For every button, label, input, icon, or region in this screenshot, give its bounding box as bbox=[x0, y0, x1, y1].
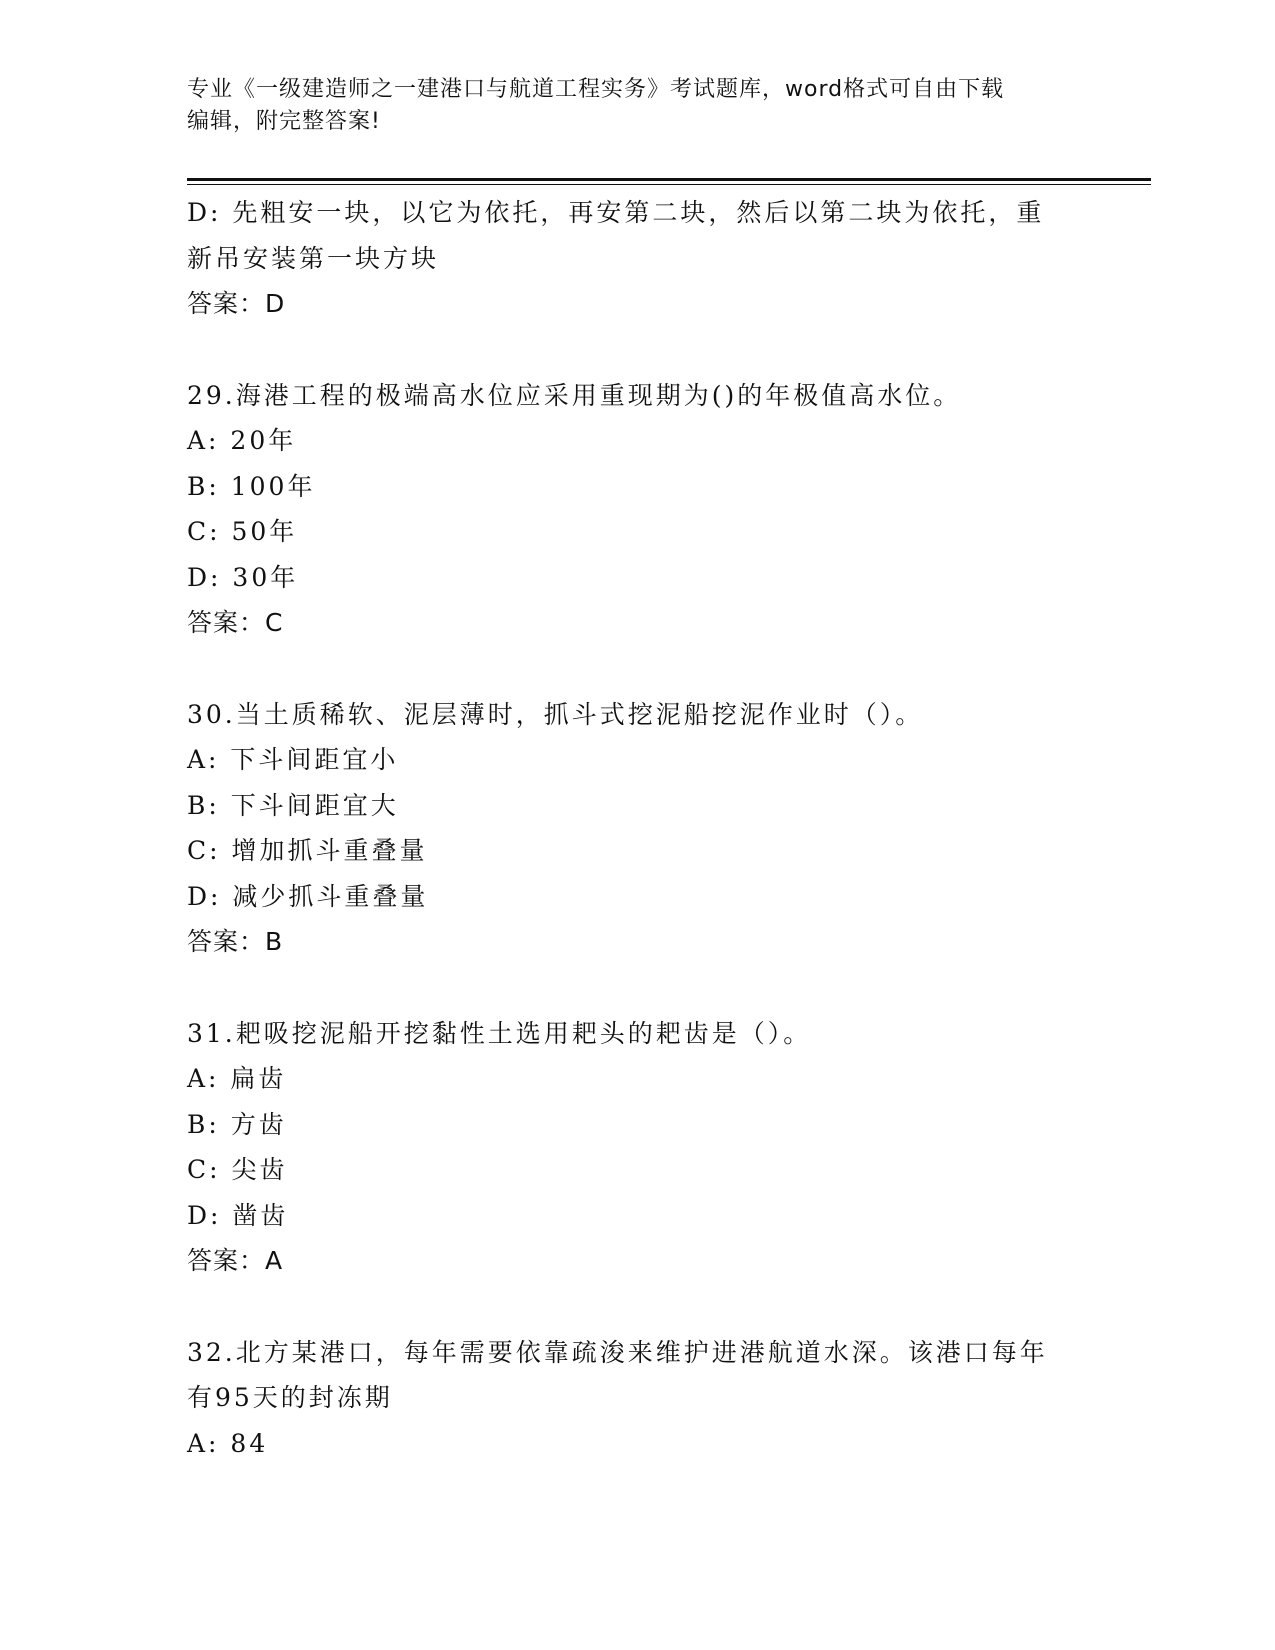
option-a: A: 下斗间距宜小 bbox=[187, 745, 399, 774]
answer-31: 答案：A bbox=[187, 1246, 284, 1275]
option-b: B: 下斗间距宜大 bbox=[187, 790, 399, 820]
question-31 bbox=[187, 1011, 1087, 1284]
option-b: B: 方齿 bbox=[187, 1109, 287, 1139]
answer-30: 答案：B bbox=[187, 927, 284, 956]
option-c: C: 增加抓斗重叠量 bbox=[187, 836, 428, 865]
question-stem-line-1: 32.北方某港口，每年需要依靠疏浚来维护进港航道水深。该港口每年 bbox=[187, 1337, 1048, 1367]
header-divider-thick bbox=[187, 178, 1151, 181]
option-c: C: 尖齿 bbox=[187, 1155, 288, 1184]
question-29 bbox=[187, 373, 1087, 646]
page-header bbox=[187, 74, 1087, 138]
question-stem-line-2: 有95天的封冻期 bbox=[187, 1383, 393, 1412]
document-body bbox=[187, 190, 1087, 1466]
header-divider-thin bbox=[187, 184, 1151, 185]
option-a: A: 扁齿 bbox=[187, 1064, 287, 1093]
option-b: B: 100年 bbox=[187, 471, 316, 501]
option-d-line-2: 新吊安装第一块方块 bbox=[187, 243, 440, 273]
header-line-1: 专业《一级建造师之一建港口与航道工程实务》考试题库，word格式可自由下载 bbox=[187, 77, 1005, 102]
option-a: A: 84 bbox=[187, 1428, 269, 1458]
option-c: C: 50年 bbox=[187, 517, 298, 546]
question-30 bbox=[187, 692, 1087, 965]
question-stem: 29.海港工程的极端高水位应采用重现期为()的年极值高水位。 bbox=[187, 380, 962, 410]
option-a: A: 20年 bbox=[187, 426, 297, 455]
option-d: D: 减少抓斗重叠量 bbox=[187, 881, 429, 911]
option-d-line-1: D: 先粗安一块，以它为依托，再安第二块，然后以第二块为依托，重 bbox=[187, 198, 1045, 227]
answer-29: 答案：C bbox=[187, 608, 284, 637]
answer-28: 答案：D bbox=[187, 289, 286, 318]
option-d: D: 30年 bbox=[187, 562, 299, 592]
question-28-continued bbox=[187, 190, 1087, 327]
question-stem: 30.当土质稀软、泥层薄时，抓斗式挖泥船挖泥作业时（）。 bbox=[187, 699, 924, 729]
question-stem: 31.耙吸挖泥船开挖黏性土选用耙头的耙齿是（）。 bbox=[187, 1018, 812, 1048]
header-line-2: 编辑，附完整答案! bbox=[187, 109, 381, 134]
question-32 bbox=[187, 1330, 1087, 1467]
option-d: D: 凿齿 bbox=[187, 1200, 289, 1230]
